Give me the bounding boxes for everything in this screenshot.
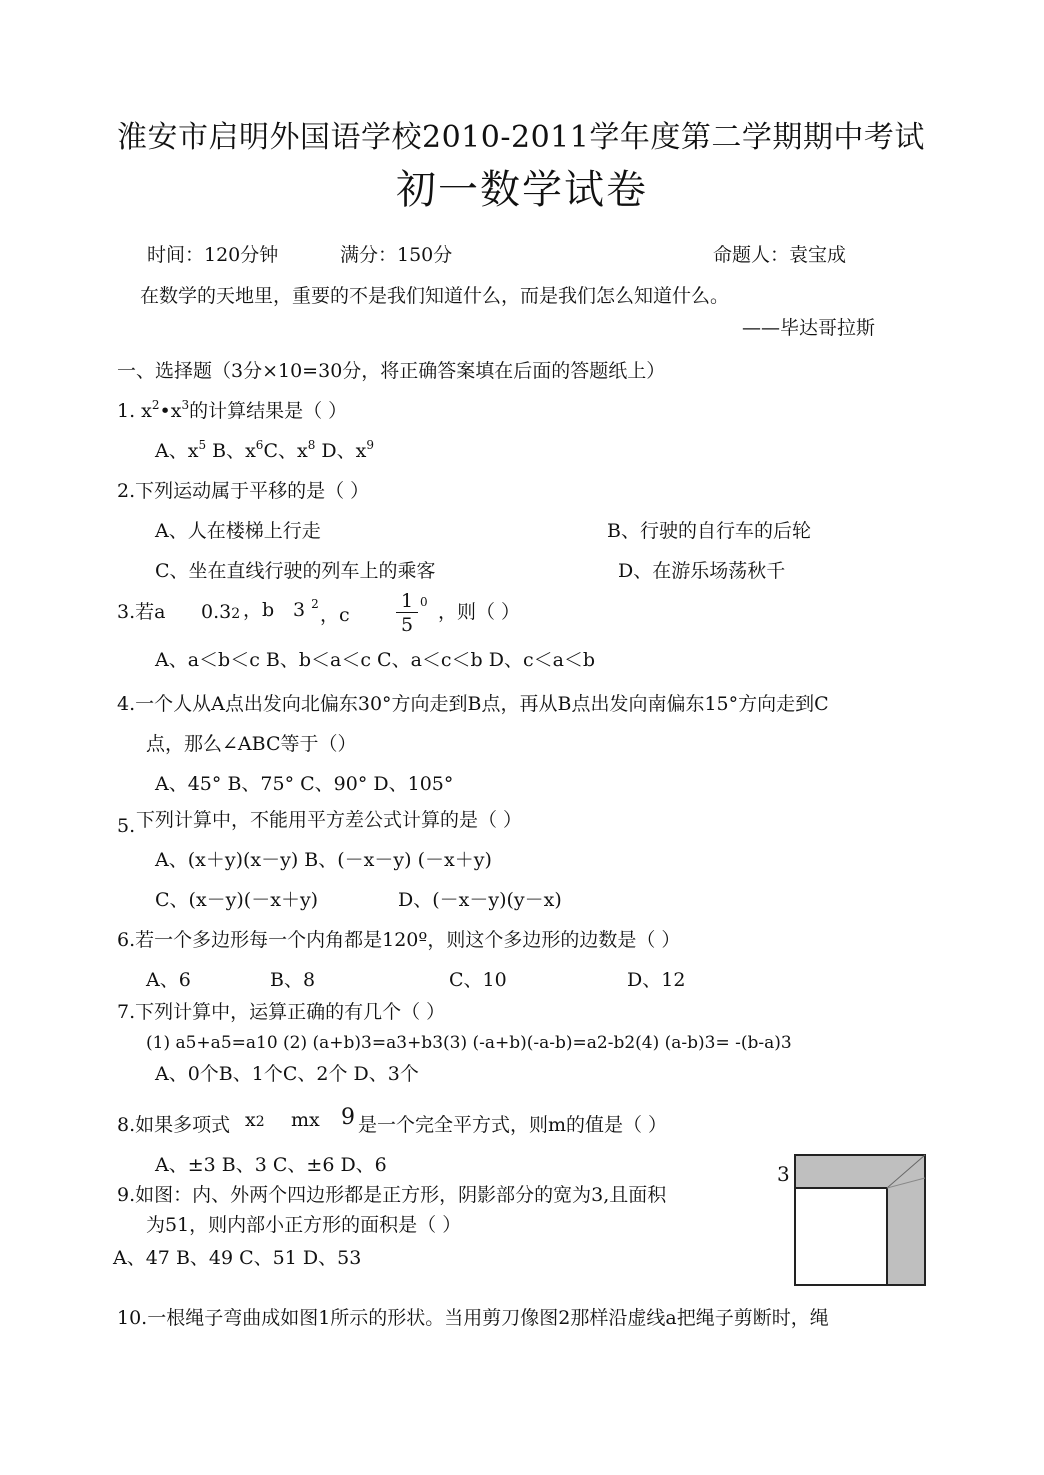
q1-option-c-exp: 8 bbox=[307, 438, 316, 452]
q1-options bbox=[155, 439, 374, 463]
question-9-line2: 为51，则内部小正方形的面积是（ ） bbox=[146, 1214, 462, 1236]
q2-option-c: C、坐在直线行驶的列车上的乘客 bbox=[155, 560, 436, 582]
q7-options: A、0个B、1个C、2个 D、3个 bbox=[155, 1063, 419, 1085]
q1-option-a: A、x bbox=[155, 440, 199, 462]
q3-fraction bbox=[396, 590, 418, 637]
inner-square bbox=[795, 1188, 887, 1285]
q6-option-d: D、12 bbox=[627, 969, 686, 991]
q9-square-figure bbox=[790, 1150, 930, 1290]
q5-option-c: C、(x－y)(－x＋y) bbox=[155, 889, 319, 911]
q1-option-b-exp: 6 bbox=[255, 438, 264, 452]
exam-time: 时间：120分钟 bbox=[147, 244, 279, 266]
q6-option-b: B、8 bbox=[270, 969, 316, 991]
question-4-line1: 4.一个人从A点出发向北偏东30°方向走到B点，再从B点出发向南偏东15°方向走到C bbox=[117, 693, 829, 715]
question-4-line2: 点，那么∠ABC等于（） bbox=[146, 733, 357, 755]
question-1 bbox=[117, 399, 347, 423]
q3-c-exp: 0 bbox=[420, 595, 428, 609]
q9-figure-label: 3 bbox=[777, 1162, 790, 1186]
quote-author: ——毕达哥拉斯 bbox=[742, 317, 876, 339]
full-score: 满分：150分 bbox=[340, 244, 453, 266]
quote: 在数学的天地里，重要的不是我们知道什么，而是我们怎么知道什么。 bbox=[140, 285, 730, 307]
question-6: 6.若一个多边形每一个内角都是120º，则这个多边形的边数是（ ） bbox=[117, 929, 681, 951]
q2-option-a: A、人在楼梯上行走 bbox=[155, 520, 321, 542]
q8-suffix: 是一个完全平方式，则m的值是（ ） bbox=[358, 1114, 668, 1136]
q1-exp-b: 3 bbox=[181, 398, 190, 412]
paper-title: 初一数学试卷 bbox=[396, 167, 648, 213]
q6-option-c: C、10 bbox=[449, 969, 507, 991]
q8-x2-exp: 2 bbox=[255, 1114, 265, 1130]
q1-option-b: B、x bbox=[206, 440, 256, 462]
q8-x2: x2 bbox=[245, 1109, 265, 1131]
q3-a-exp: 2 bbox=[231, 606, 241, 622]
question-7: 7.下列计算中，运算正确的有几个（ ） bbox=[117, 1001, 446, 1023]
q1-option-a-exp: 5 bbox=[198, 438, 207, 452]
question-2: 2.下列运动属于平移的是（ ） bbox=[117, 480, 370, 502]
q3-prefix: 3.若a bbox=[117, 601, 166, 623]
q8-mx: mx bbox=[291, 1109, 320, 1131]
q3-b-value: 3 $^2$ bbox=[293, 597, 319, 621]
q3-c-part: ，c bbox=[320, 604, 350, 626]
q1-option-d-exp: 9 bbox=[366, 438, 374, 452]
q3-b-part: ，b bbox=[243, 599, 275, 621]
q3-suffix: ，则（ ） bbox=[438, 601, 521, 623]
q1-stem-b: •x bbox=[159, 400, 182, 422]
q8-prefix: 8.如果多项式 bbox=[117, 1114, 231, 1136]
q3-fraction-num: 1 bbox=[396, 590, 418, 613]
q5-option-d: D、(－x－y)(y－x) bbox=[398, 889, 562, 911]
q3-a-value: 0.32 bbox=[201, 601, 241, 623]
q7-items: (1) a5+a5=a10 (2) (a+b)3=a3+b3(3) (-a+b)(-a-b)=a2-b2(4) (a-b)3= -(b-a)3 bbox=[146, 1033, 792, 1053]
question-10: 10.一根绳子弯曲成如图1所示的形状。当用剪刀像图2那样沿虚线a把绳子剪断时，绳 bbox=[117, 1307, 829, 1329]
q8-options: A、±3 B、3 C、±6 D、6 bbox=[155, 1154, 387, 1176]
q5-options-ab: A、(x＋y)(x－y) B、(－x－y) (－x＋y) bbox=[155, 849, 492, 871]
question-5-number: 5. bbox=[117, 815, 136, 837]
q1-stem-c: 的计算结果是（ ） bbox=[189, 400, 348, 422]
q2-option-d: D、在游乐场荡秋千 bbox=[618, 560, 786, 582]
q6-option-a: A、6 bbox=[146, 969, 191, 991]
q1-exp-a: 2 bbox=[151, 398, 160, 412]
q3-options: A、a＜b＜c B、b＜a＜c C、a＜c＜b D、c＜a＜b bbox=[155, 649, 596, 671]
question-5: 下列计算中，不能用平方差公式计算的是（ ） bbox=[136, 809, 523, 831]
question-9-line1: 9.如图：内、外两个四边形都是正方形，阴影部分的宽为3,且面积 bbox=[117, 1184, 667, 1206]
q1-option-c: C、x bbox=[263, 440, 308, 462]
q3-b-exp: 2 bbox=[311, 597, 319, 611]
section-heading: 一、选择题（3分×10=30分，将正确答案填在后面的答题纸上） bbox=[117, 360, 666, 382]
q2-option-b: B、行驶的自行车的后轮 bbox=[607, 520, 811, 542]
q1-stem-a: 1. x bbox=[117, 400, 152, 422]
q3-fraction-den: 5 bbox=[400, 614, 414, 636]
q8-nine: 9 bbox=[341, 1105, 355, 1130]
q9-options: A、47 B、49 C、51 D、53 bbox=[113, 1247, 362, 1269]
q4-options: A、45° B、75° C、90° D、105° bbox=[155, 773, 454, 795]
school-title: 淮安市启明外国语学校2010-2011学年度第二学期期中考试 bbox=[117, 120, 925, 155]
exam-author: 命题人：袁宝成 bbox=[713, 244, 847, 266]
q1-option-d: D、x bbox=[315, 440, 367, 462]
